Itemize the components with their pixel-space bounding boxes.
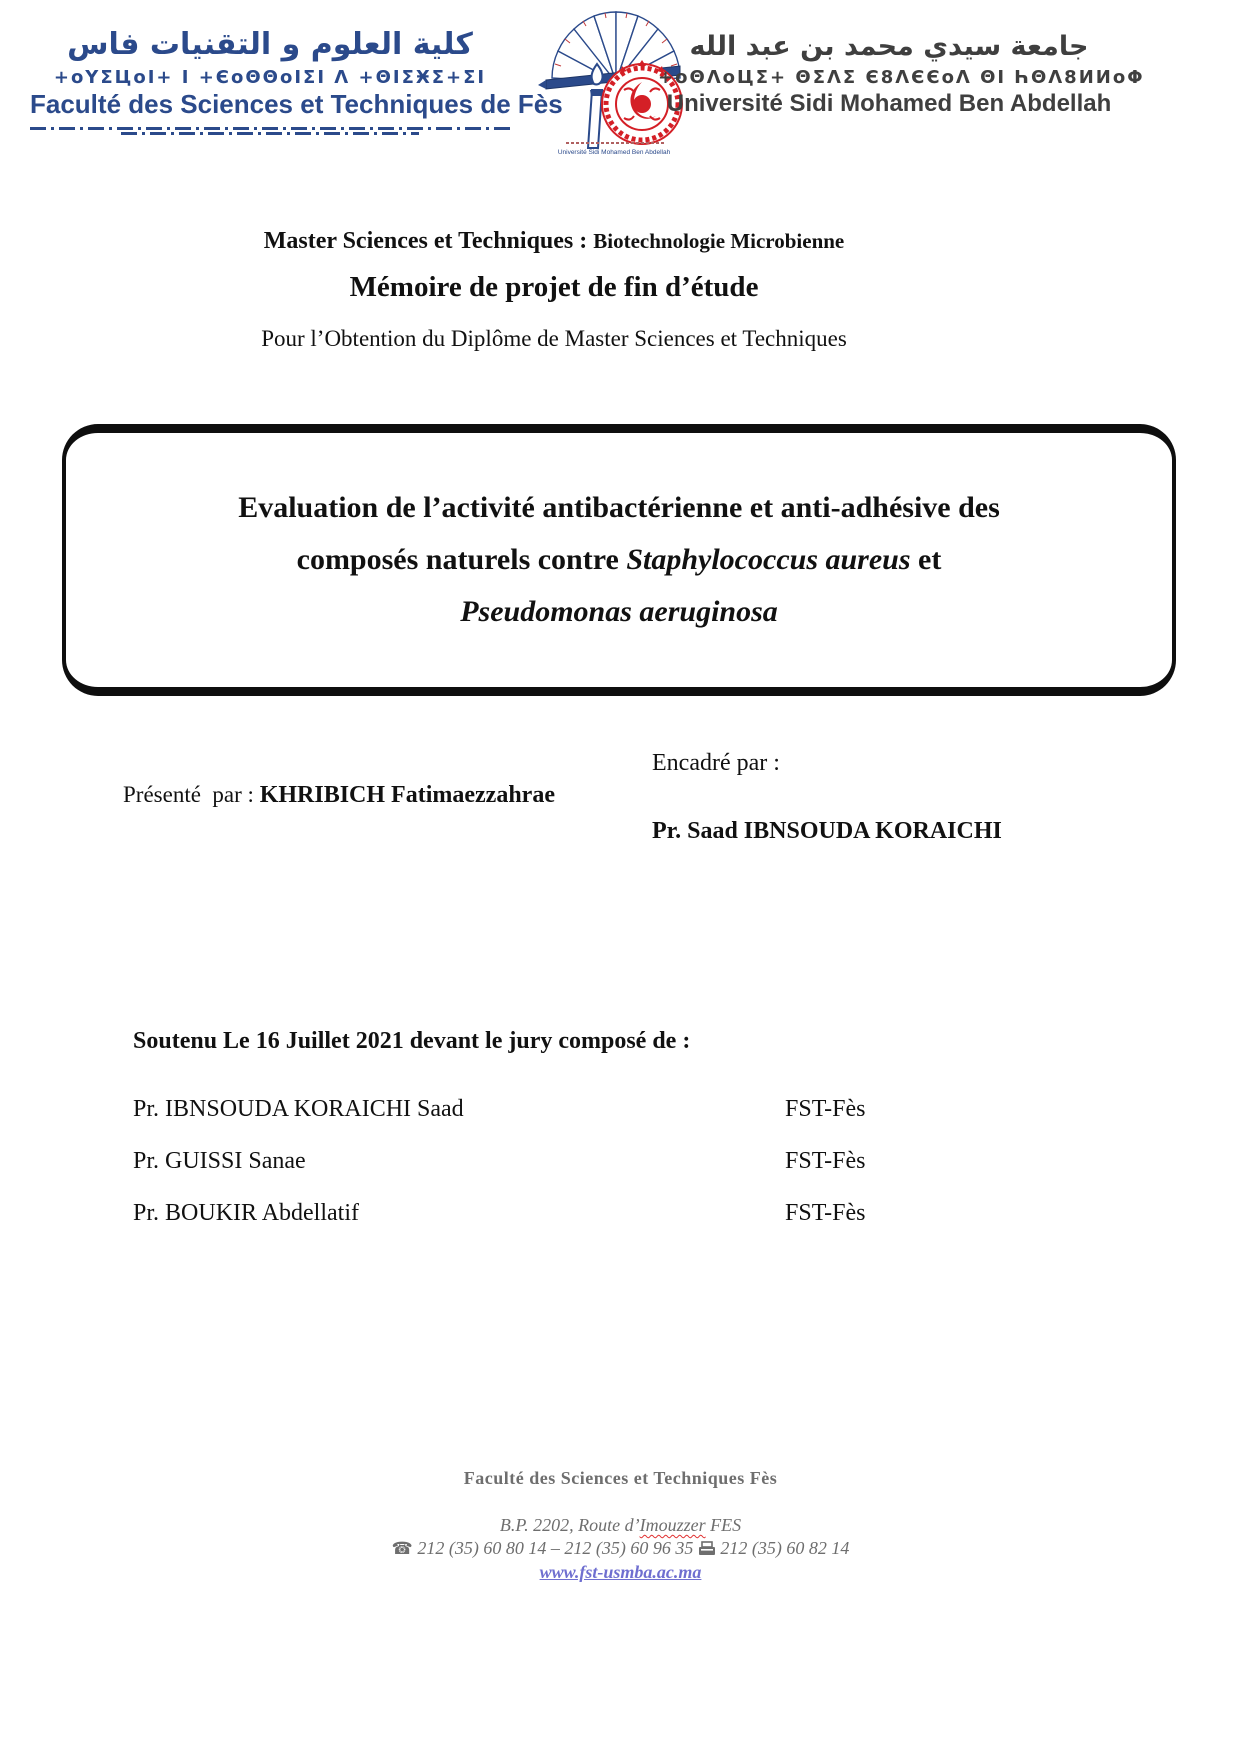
header-divider-line [30, 127, 510, 130]
species-pseudomonas: Pseudomonas aeruginosa [460, 595, 778, 628]
diploma-purpose-line: Pour l’Obtention du Diplôme de Master Sciences et Techniques [261, 326, 847, 351]
defense-heading: Soutenu Le 16 Juillet 2021 devant le jury composé de : [133, 1028, 691, 1054]
footer-block [60, 1468, 1181, 1583]
faculty-name-tifinagh: +oYΣЦoI+ I +ЄoΘΘoIΣI Λ +ΘIΣӾΣ+ΣI [53, 66, 487, 88]
presented-by-line [100, 756, 555, 835]
master-program-specialty: Biotechnologie Microbienne [593, 229, 845, 253]
university-name-arabic: جامعة سيدي محمد بن عبد الله [689, 31, 1089, 62]
supervisor-name: Pr. Saad IBNSOUDA KORAICHI [652, 818, 1002, 844]
species-staphylococcus: Staphylococcus aureus [626, 543, 911, 576]
thesis-title-box [62, 424, 1176, 696]
footer-address-misspelled-word: Imouzzer [639, 1515, 706, 1535]
header-divider-line-short [121, 132, 419, 135]
master-program-label: Master Sciences et Techniques : [263, 228, 594, 254]
university-name-french: Université Sidi Mohamed Ben Abdellah [666, 89, 1112, 117]
footer-address: B.P. 2202, Route d’Imouzzer FES [499, 1515, 742, 1535]
thesis-title [210, 482, 1028, 638]
logo-caption-text: Université Sidi Mohamed Ben Abdellah [557, 149, 671, 156]
jury-member-name: Pr. BOUKIR Abdellatif [133, 1200, 359, 1226]
website-link[interactable]: www.fst-usmba.ac.ma [539, 1562, 702, 1582]
fax-icon [698, 1541, 716, 1556]
master-program-line [0, 228, 1108, 255]
university-header-block [658, 30, 1145, 118]
university-name-tifinagh: +oΘΛoЦΣ+ ΘΣΛΣ Є8ΛЄЄoΛ ΘI ҺΘΛ8ИИoΦ [658, 66, 1145, 88]
thesis-title-line1: Evaluation de l’activité antibactérienne et anti-adhésive des [238, 491, 1000, 524]
footer-phone-line [60, 1538, 1181, 1559]
faculty-name-arabic: كلية العلوم و التقنيات فاس [67, 27, 473, 62]
jury-member-name: Pr. GUISSI Sanae [133, 1148, 306, 1174]
footer-phone-numbers: 212 (35) 60 80 14 – 212 (35) 60 96 35 [417, 1538, 694, 1558]
memoir-type-line: Mémoire de projet de fin d’étude [349, 271, 759, 303]
thesis-title-line2-prefix: composés naturels contre [296, 543, 627, 576]
degree-intro-block [0, 228, 1108, 352]
jury-member-affiliation: FST-Fès [785, 1148, 866, 1174]
footer-fax-number: 212 (35) 60 82 14 [720, 1538, 850, 1558]
faculty-name-french: Faculté des Sciences et Techniques de Fès [30, 88, 563, 119]
phone-icon: ☎ [391, 1539, 413, 1559]
jury-member-name: Pr. IBNSOUDA KORAICHI Saad [133, 1096, 464, 1122]
thesis-title-line2-suffix: et [910, 543, 942, 576]
jury-member-affiliation: FST-Fès [785, 1200, 866, 1226]
faculty-header-block [30, 26, 563, 135]
footer-faculty-name: Faculté des Sciences et Techniques Fès [463, 1468, 778, 1488]
student-name: KHRIBICH Fatimaezzahrae [259, 782, 555, 808]
jury-member-affiliation: FST-Fès [785, 1096, 866, 1122]
presented-by-label: Présenté par : [123, 782, 260, 807]
supervised-by-label: Encadré par : [652, 750, 780, 776]
